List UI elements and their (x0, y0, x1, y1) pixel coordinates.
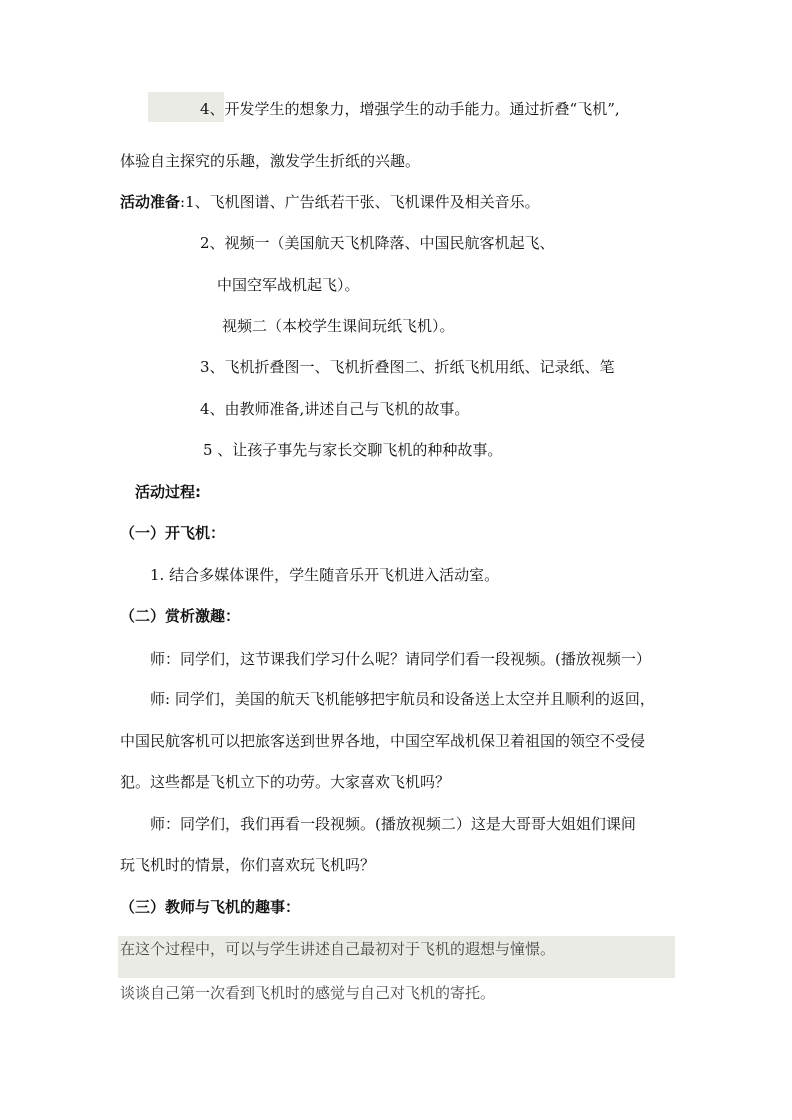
section2-p2b: 中国民航客机可以把旅客送到世界各地，中国空军战机保卫着祖国的领空不受侵 (120, 732, 646, 750)
prep-item3: 3、飞机折叠图一、飞机折叠图二、折纸飞机用纸、记录纸、笔 (200, 358, 615, 376)
goal-4-text: 、开发学生的想象力，增强学生的动手能力。通过折叠“飞机”, (209, 100, 620, 118)
prep-item1: :1、飞机图谱、广告纸若干张、飞机课件及相关音乐。 (180, 193, 540, 211)
prep-item5: 5 、让孩子事先与家长交聊飞机的种种故事。 (203, 441, 503, 459)
section3-title: （三）教师与飞机的趣事： (120, 898, 301, 916)
prep-item1-line (120, 192, 540, 212)
section2-p1: 师：同学们，这节课我们学习什么呢？请同学们看一段视频。(播放视频一） (150, 650, 651, 668)
goal-4-line (200, 99, 620, 119)
process-title: 活动过程: (135, 483, 201, 501)
section2-title: （二）赏析激趣： (120, 607, 241, 625)
prep-item2b: 中国空军战机起飞）。 (217, 276, 360, 294)
section2-p2c: 犯。这些都是飞机立下的功劳。大家喜欢飞机吗？ (120, 773, 451, 791)
section2-p2a: 师: 同学们，美国的航天飞机能够把宇航员和设备送上太空并且顺利的返回， (150, 690, 655, 708)
prep-item2a: 2、视频一（美国航天飞机降落、中国民航客机起飞、 (200, 234, 555, 252)
goal-4-continuation: 体验自主探究的乐趣，激发学生折纸的兴趣。 (120, 152, 421, 170)
section3-p2: 谈谈自己第一次看到飞机时的感觉与自己对飞机的寄托。 (120, 984, 496, 1002)
prep-item4: 4、由教师准备,讲述自己与飞机的故事。 (200, 400, 470, 418)
prep-label: 活动准备 (120, 193, 181, 211)
section3-p1: 在这个过程中，可以与学生讲述自己最初对于飞机的遐想与憧憬。 (120, 940, 556, 958)
prep-item2c: 视频二（本校学生课间玩纸飞机）。 (222, 317, 455, 335)
section1-title: （一）开飞机： (120, 524, 226, 542)
section2-p3a: 师：同学们，我们再看一段视频。(播放视频二）这是大哥哥大姐姐们课间 (150, 815, 636, 833)
section2-p3b: 玩飞机时的情景，你们喜欢玩飞机吗？ (120, 856, 376, 874)
section1-p1: 1. 结合多媒体课件，学生随音乐开飞机进入活动室。 (150, 566, 500, 584)
goal-4-number: 4 (200, 100, 210, 118)
